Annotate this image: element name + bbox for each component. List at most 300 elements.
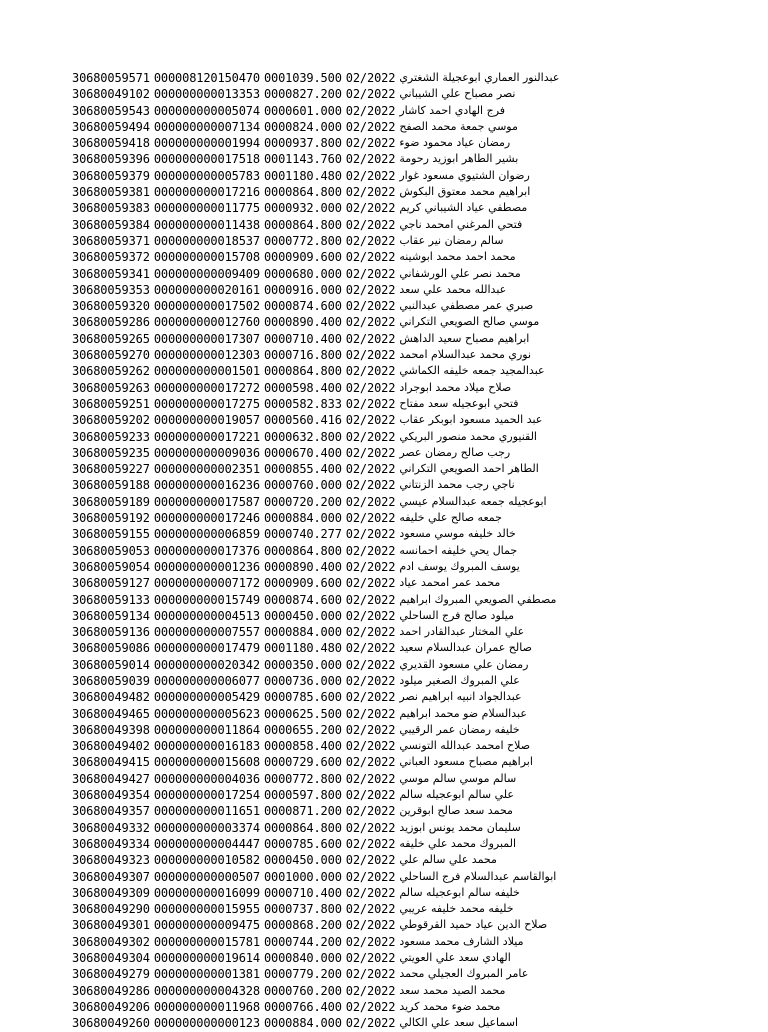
period: 02/2022 xyxy=(345,885,396,900)
reference-number: 000000000011864 xyxy=(153,722,260,737)
reference-number: 000000000004513 xyxy=(153,608,260,623)
record-row xyxy=(72,200,702,216)
record-row xyxy=(72,526,702,542)
amount: 0000824.000 xyxy=(263,119,342,134)
person-name: عبدالمجيد جمعه خليفه الكماشي xyxy=(399,364,545,378)
period: 02/2022 xyxy=(345,445,396,460)
account-number: 30680059543 xyxy=(72,103,150,118)
period: 02/2022 xyxy=(345,348,396,363)
account-number: 30680059379 xyxy=(72,168,150,183)
period: 02/2022 xyxy=(345,576,396,591)
account-number: 30680059133 xyxy=(72,592,150,607)
amount: 0000720.200 xyxy=(263,494,342,509)
reference-number: 000000000018537 xyxy=(153,233,260,248)
amount: 0000760.000 xyxy=(263,478,342,493)
account-number: 30680049307 xyxy=(72,869,150,884)
person-name: محمد نصر علي الورشفاني xyxy=(399,266,521,280)
person-name: علي سالم ابوعجيله سالم xyxy=(399,788,514,802)
record-row xyxy=(72,754,702,770)
period: 02/2022 xyxy=(345,755,396,770)
account-number: 30680049309 xyxy=(72,885,150,900)
period: 02/2022 xyxy=(345,641,396,656)
amount: 0000710.400 xyxy=(263,331,342,346)
account-number: 30680059494 xyxy=(72,119,150,134)
reference-number: 000000000010582 xyxy=(153,853,260,868)
record-row xyxy=(72,298,702,314)
person-name: سليمان محمد يونس ابوزيد xyxy=(399,820,521,834)
period: 02/2022 xyxy=(345,999,396,1014)
reference-number: 000000000017254 xyxy=(153,788,260,803)
amount: 0000744.200 xyxy=(263,934,342,949)
person-name: فرج الهادي احمد كاشار xyxy=(399,103,506,117)
account-number: 30680059265 xyxy=(72,331,150,346)
period: 02/2022 xyxy=(345,918,396,933)
reference-number: 000000000007172 xyxy=(153,576,260,591)
person-name: اسماعيل سعد علي الكالي xyxy=(399,1016,519,1030)
record-row xyxy=(72,934,702,950)
account-number: 30680059086 xyxy=(72,641,150,656)
person-name: جمال يحي خليفه احمانسه xyxy=(399,543,518,557)
record-row xyxy=(72,575,702,591)
reference-number: 000000000012303 xyxy=(153,348,260,363)
person-name: نصر مصباح علي الشيباني xyxy=(399,87,516,101)
record-row xyxy=(72,445,702,461)
record-row xyxy=(72,787,702,803)
period: 02/2022 xyxy=(345,722,396,737)
amount: 0000827.200 xyxy=(263,87,342,102)
account-number: 30680059286 xyxy=(72,315,150,330)
reference-number: 000000000020161 xyxy=(153,282,260,297)
amount: 0000680.000 xyxy=(263,266,342,281)
account-number: 30680059039 xyxy=(72,673,150,688)
person-name: خالد خليفه موسي مسعود xyxy=(399,527,516,541)
period: 02/2022 xyxy=(345,625,396,640)
record-row xyxy=(72,836,702,852)
person-name: المبروك محمد علي خليفه xyxy=(399,836,517,850)
period: 02/2022 xyxy=(345,934,396,949)
reference-number: 000000000004036 xyxy=(153,771,260,786)
record-row xyxy=(72,184,702,200)
person-name: محمد ضوء محمد كريد xyxy=(399,999,501,1013)
person-name: رضوان الشتيوي مسعود غوار xyxy=(399,168,530,182)
period: 02/2022 xyxy=(345,869,396,884)
account-number: 30680059320 xyxy=(72,299,150,314)
period: 02/2022 xyxy=(345,657,396,672)
person-name: يوسف المبروك يوسف ادم xyxy=(399,559,520,573)
person-name: محمد احمد محمد ابوشينه xyxy=(399,250,516,264)
reference-number: 000000000015749 xyxy=(153,592,260,607)
account-number: 30680059396 xyxy=(72,152,150,167)
amount: 0000864.800 xyxy=(263,217,342,232)
reference-number: 000000000019057 xyxy=(153,413,260,428)
record-row xyxy=(72,771,702,787)
period: 02/2022 xyxy=(345,152,396,167)
record-row xyxy=(72,217,702,233)
person-name: ابراهيم مصباح مسعود العباني xyxy=(399,755,533,769)
amount: 0000785.600 xyxy=(263,690,342,705)
record-row xyxy=(72,396,702,412)
record-row xyxy=(72,738,702,754)
record-row xyxy=(72,347,702,363)
person-name: عبد الحميد مسعود ابوبكر عقاب xyxy=(399,413,543,427)
amount: 0000916.000 xyxy=(263,282,342,297)
reference-number: 000000000011651 xyxy=(153,804,260,819)
record-row xyxy=(72,966,702,982)
period: 02/2022 xyxy=(345,413,396,428)
reference-number: 000000000016183 xyxy=(153,739,260,754)
reference-number: 000000000006077 xyxy=(153,673,260,688)
amount: 0000785.600 xyxy=(263,836,342,851)
reference-number: 000000000009036 xyxy=(153,445,260,460)
account-number: 30680049290 xyxy=(72,902,150,917)
record-row xyxy=(72,380,702,396)
reference-number: 000000000004328 xyxy=(153,983,260,998)
reference-number: 000000000017479 xyxy=(153,641,260,656)
reference-number: 000000000004447 xyxy=(153,836,260,851)
account-number: 30680059188 xyxy=(72,478,150,493)
period: 02/2022 xyxy=(345,527,396,542)
amount: 0001143.760 xyxy=(263,152,342,167)
amount: 0000625.500 xyxy=(263,706,342,721)
person-name: نوري محمد عبدالسلام امحمد xyxy=(399,348,532,362)
record-row xyxy=(72,233,702,249)
reference-number: 000000000012760 xyxy=(153,315,260,330)
amount: 0000710.400 xyxy=(263,885,342,900)
person-name: الهادي سعد علي العويتي xyxy=(399,951,511,965)
person-name: محمد عمر امحمد عياد xyxy=(399,576,501,590)
period: 02/2022 xyxy=(345,820,396,835)
amount: 0000601.000 xyxy=(263,103,342,118)
amount: 0000909.600 xyxy=(263,576,342,591)
amount: 0000868.200 xyxy=(263,918,342,933)
record-row xyxy=(72,852,702,868)
record-row xyxy=(72,543,702,559)
amount: 0000884.000 xyxy=(263,1016,342,1031)
person-name: علي المختار عبدالقادر احمد xyxy=(399,625,525,639)
amount: 0000871.200 xyxy=(263,804,342,819)
amount: 0001000.000 xyxy=(263,869,342,884)
reference-number: 000000000017272 xyxy=(153,380,260,395)
account-number: 30680059353 xyxy=(72,282,150,297)
amount: 0000582.833 xyxy=(263,396,342,411)
account-number: 30680059381 xyxy=(72,185,150,200)
reference-number: 000000000011968 xyxy=(153,999,260,1014)
amount: 0000864.800 xyxy=(263,364,342,379)
account-number: 30680049206 xyxy=(72,999,150,1014)
account-number: 30680059371 xyxy=(72,233,150,248)
reference-number: 000000000017307 xyxy=(153,331,260,346)
person-name: مصطفي الصويعي المبروك ابراهيم xyxy=(399,592,557,606)
reference-number: 000000000017376 xyxy=(153,543,260,558)
period: 02/2022 xyxy=(345,983,396,998)
reference-number: 000000000015955 xyxy=(153,902,260,917)
reference-number: 000000000002351 xyxy=(153,462,260,477)
account-number: 30680059418 xyxy=(72,136,150,151)
amount: 0000737.800 xyxy=(263,902,342,917)
record-row xyxy=(72,950,702,966)
person-name: موسي صالح الصويعي التكراني xyxy=(399,315,540,329)
record-row xyxy=(72,999,702,1015)
period: 02/2022 xyxy=(345,804,396,819)
period: 02/2022 xyxy=(345,494,396,509)
period: 02/2022 xyxy=(345,315,396,330)
account-number: 30680059054 xyxy=(72,559,150,574)
person-name: ابراهيم مصباح سعيد الداهش xyxy=(399,331,530,345)
person-name: ميلاد الشارف محمد مسعود xyxy=(399,934,524,948)
amount: 0000598.400 xyxy=(263,380,342,395)
amount: 0001180.480 xyxy=(263,168,342,183)
record-row xyxy=(72,657,702,673)
reference-number: 000000000001381 xyxy=(153,967,260,982)
period: 02/2022 xyxy=(345,559,396,574)
period: 02/2022 xyxy=(345,788,396,803)
account-number: 30680049286 xyxy=(72,983,150,998)
period: 02/2022 xyxy=(345,87,396,102)
person-name: محمد علي سالم علي xyxy=(399,853,497,867)
person-name: صلاح امحمد عبدالله التونسي xyxy=(399,739,531,753)
reference-number: 000000000016236 xyxy=(153,478,260,493)
amount: 0000909.600 xyxy=(263,250,342,265)
record-row xyxy=(72,70,702,86)
account-number: 30680049279 xyxy=(72,967,150,982)
amount: 0000937.800 xyxy=(263,136,342,151)
period: 02/2022 xyxy=(345,771,396,786)
period: 02/2022 xyxy=(345,71,396,85)
account-number: 30680059189 xyxy=(72,494,150,509)
record-row xyxy=(72,282,702,298)
record-row xyxy=(72,983,702,999)
person-name: عبدالسلام ضو محمد ابراهيم xyxy=(399,706,527,720)
amount: 0000450.000 xyxy=(263,853,342,868)
period: 02/2022 xyxy=(345,299,396,314)
reference-number: 000000000003374 xyxy=(153,820,260,835)
record-row xyxy=(72,592,702,608)
account-number: 30680059263 xyxy=(72,380,150,395)
account-number: 30680059155 xyxy=(72,527,150,542)
reference-number: 000000000000123 xyxy=(153,1016,260,1031)
person-name: فتحي المرغني امحمد ناجي xyxy=(399,217,523,231)
amount: 0000597.800 xyxy=(263,788,342,803)
amount: 0000670.400 xyxy=(263,445,342,460)
record-row xyxy=(72,722,702,738)
record-row xyxy=(72,429,702,445)
person-name: ابراهيم محمد معتوق البكوش xyxy=(399,185,531,199)
record-row xyxy=(72,412,702,428)
record-row xyxy=(72,559,702,575)
amount: 0000760.200 xyxy=(263,983,342,998)
person-name: الطاهر احمد الصويعي التكراني xyxy=(399,462,539,476)
account-number: 30680049332 xyxy=(72,820,150,835)
period: 02/2022 xyxy=(345,185,396,200)
record-row xyxy=(72,119,702,135)
amount: 0000560.416 xyxy=(263,413,342,428)
record-row xyxy=(72,249,702,265)
amount: 0000840.000 xyxy=(263,951,342,966)
reference-number: 000000000005429 xyxy=(153,690,260,705)
reference-number: 000000000017587 xyxy=(153,494,260,509)
person-name: صلاح الدين عياد حميد القرقوطي xyxy=(399,918,548,932)
account-number: 30680049357 xyxy=(72,804,150,819)
period: 02/2022 xyxy=(345,673,396,688)
account-number: 30680049260 xyxy=(72,1016,150,1031)
reference-number: 000000000001236 xyxy=(153,559,260,574)
record-row xyxy=(72,673,702,689)
person-name: موسي جمعة محمد الصفح xyxy=(399,119,518,133)
account-number: 30680059014 xyxy=(72,657,150,672)
amount: 0000890.400 xyxy=(263,315,342,330)
person-name: سالم موسي سالم موسي xyxy=(399,771,517,785)
account-number: 30680059384 xyxy=(72,217,150,232)
person-name: عبدالجواد انبيه ابراهيم نصر xyxy=(399,690,522,704)
account-number: 30680049482 xyxy=(72,690,150,705)
person-name: رمضان عياد محمود ضوء xyxy=(399,136,511,150)
period: 02/2022 xyxy=(345,119,396,134)
reference-number: 000000000015608 xyxy=(153,755,260,770)
reference-number: 000008120150470 xyxy=(153,71,260,85)
period: 02/2022 xyxy=(345,478,396,493)
period: 02/2022 xyxy=(345,136,396,151)
period: 02/2022 xyxy=(345,543,396,558)
amount: 0000729.600 xyxy=(263,755,342,770)
amount: 0000884.000 xyxy=(263,625,342,640)
record-row xyxy=(72,103,702,119)
person-name: ابوعجيله جمعه عبدالسلام عيسي xyxy=(399,494,547,508)
person-name: القنيوري محمد منصور البريكي xyxy=(399,429,537,443)
amount: 0000932.000 xyxy=(263,201,342,216)
account-number: 30680059235 xyxy=(72,445,150,460)
person-name: صبري عمر مصطفي عبدالنبي xyxy=(399,299,534,313)
account-number: 30680049354 xyxy=(72,788,150,803)
record-row xyxy=(72,1015,702,1031)
period: 02/2022 xyxy=(345,951,396,966)
person-name: ميلود صالح فرج الساحلي xyxy=(399,608,514,622)
record-row xyxy=(72,266,702,282)
period: 02/2022 xyxy=(345,217,396,232)
period: 02/2022 xyxy=(345,250,396,265)
period: 02/2022 xyxy=(345,462,396,477)
period: 02/2022 xyxy=(345,511,396,526)
account-number: 30680059136 xyxy=(72,625,150,640)
reference-number: 000000000016099 xyxy=(153,885,260,900)
amount: 0000855.400 xyxy=(263,462,342,477)
record-row xyxy=(72,494,702,510)
record-row xyxy=(72,151,702,167)
person-name: مصطفي عياد الشيباني كريم xyxy=(399,201,528,215)
account-number: 30680059270 xyxy=(72,348,150,363)
amount: 0000450.000 xyxy=(263,608,342,623)
person-name: سالم رمضان نير عقاب xyxy=(399,233,504,247)
period: 02/2022 xyxy=(345,967,396,982)
period: 02/2022 xyxy=(345,608,396,623)
person-name: محمد الصيد محمد سعد xyxy=(399,983,506,997)
period: 02/2022 xyxy=(345,233,396,248)
account-number: 30680049102 xyxy=(72,87,150,102)
reference-number: 000000000017275 xyxy=(153,396,260,411)
record-row xyxy=(72,135,702,151)
record-row xyxy=(72,331,702,347)
reference-number: 000000000017246 xyxy=(153,511,260,526)
person-name: عبدالنور العماري ابوعجيلة الشغتري xyxy=(399,71,560,84)
period: 02/2022 xyxy=(345,103,396,118)
amount: 0001039.500 xyxy=(263,71,342,85)
account-number: 30680049304 xyxy=(72,951,150,966)
amount: 0000874.600 xyxy=(263,592,342,607)
period: 02/2022 xyxy=(345,592,396,607)
amount: 0000864.800 xyxy=(263,543,342,558)
reference-number: 000000000013353 xyxy=(153,87,260,102)
period: 02/2022 xyxy=(345,380,396,395)
reference-number: 000000000005623 xyxy=(153,706,260,721)
reference-number: 000000000015781 xyxy=(153,934,260,949)
account-number: 30680049415 xyxy=(72,755,150,770)
person-name: بشير الطاهر ابوزيد رحومة xyxy=(399,152,519,166)
account-number: 30680059571 xyxy=(72,71,150,85)
account-number: 30680049302 xyxy=(72,934,150,949)
account-number: 30680049334 xyxy=(72,836,150,851)
record-row xyxy=(72,624,702,640)
person-name: علي المبروك الصغير ميلود xyxy=(399,673,520,687)
amount: 0001180.480 xyxy=(263,641,342,656)
record-row xyxy=(72,820,702,836)
amount: 0000864.800 xyxy=(263,820,342,835)
account-number: 30680049402 xyxy=(72,739,150,754)
account-number: 30680049465 xyxy=(72,706,150,721)
period: 02/2022 xyxy=(345,706,396,721)
person-name: صلاح ميلاد محمد ابوجراد xyxy=(399,380,512,394)
account-number: 30680059134 xyxy=(72,608,150,623)
record-row xyxy=(72,86,702,102)
record-row xyxy=(72,608,702,624)
record-row xyxy=(72,869,702,885)
person-name: جمعه صالح علي خليفه xyxy=(399,511,502,525)
person-name: رمضان علي مسعود القديري xyxy=(399,657,529,671)
record-row xyxy=(72,901,702,917)
amount: 0000766.400 xyxy=(263,999,342,1014)
record-row xyxy=(72,917,702,933)
person-name: عبدالله محمد علي سعد xyxy=(399,282,507,296)
amount: 0000874.600 xyxy=(263,299,342,314)
record-row xyxy=(72,706,702,722)
period: 02/2022 xyxy=(345,836,396,851)
amount: 0000890.400 xyxy=(263,559,342,574)
amount: 0000736.000 xyxy=(263,673,342,688)
record-row xyxy=(72,689,702,705)
record-row xyxy=(72,640,702,656)
account-number: 30680059053 xyxy=(72,543,150,558)
reference-number: 000000000005074 xyxy=(153,103,260,118)
record-row xyxy=(72,363,702,379)
account-number: 30680049301 xyxy=(72,918,150,933)
record-row xyxy=(72,461,702,477)
period: 02/2022 xyxy=(345,429,396,444)
person-name: ناجي رجب محمد الزنتاني xyxy=(399,478,515,492)
person-name: خليفه سالم ابوعجيله سالم xyxy=(399,885,520,899)
reference-number: 000000000005783 xyxy=(153,168,260,183)
amount: 0000772.800 xyxy=(263,233,342,248)
person-name: محمد سعد صالح ابوقرين xyxy=(399,804,513,818)
period: 02/2022 xyxy=(345,1016,396,1031)
reference-number: 000000000007557 xyxy=(153,625,260,640)
amount: 0000740.277 xyxy=(263,527,342,542)
records-list xyxy=(72,70,702,1032)
record-row xyxy=(72,477,702,493)
record-row xyxy=(72,510,702,526)
reference-number: 000000000001994 xyxy=(153,136,260,151)
amount: 0000779.200 xyxy=(263,967,342,982)
reference-number: 000000000009475 xyxy=(153,918,260,933)
amount: 0000864.800 xyxy=(263,185,342,200)
account-number: 30680059262 xyxy=(72,364,150,379)
